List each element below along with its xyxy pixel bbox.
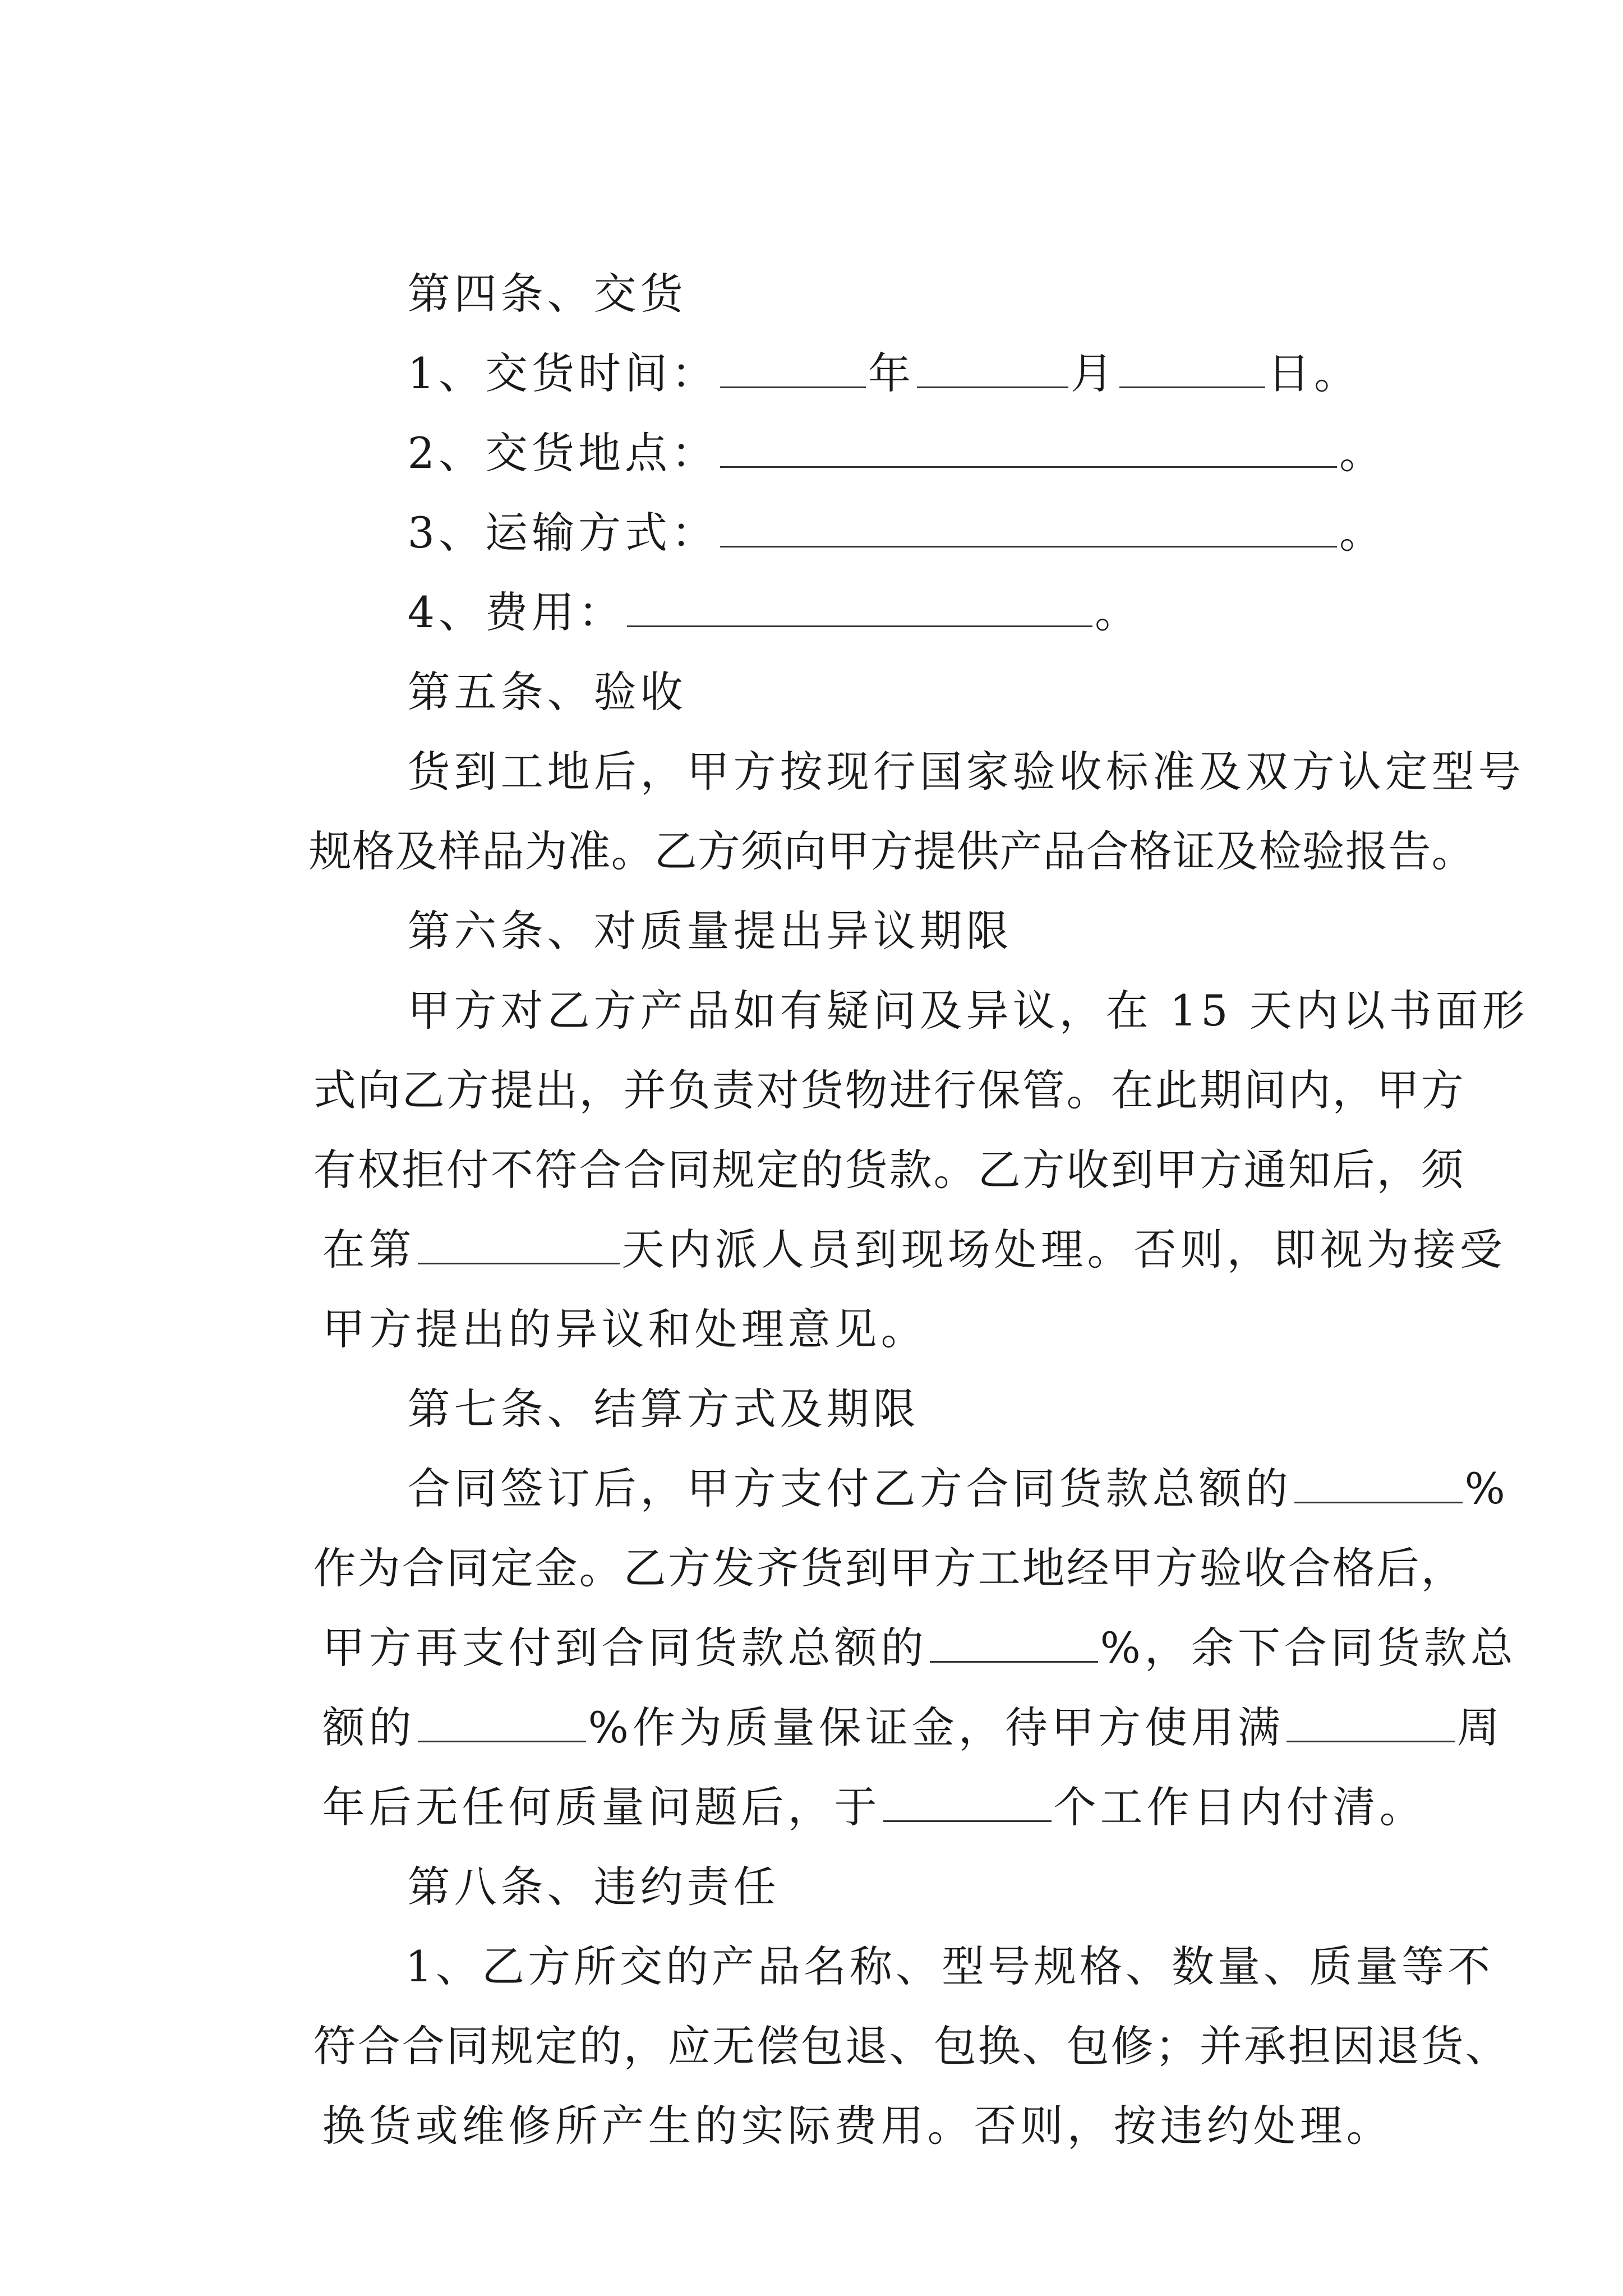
heading-text: 第八条、违约责任: [407, 1862, 780, 1912]
label: 4、费用：: [407, 587, 625, 637]
paragraph-text: 周: [1456, 1703, 1504, 1752]
label: 2、交货地点：: [407, 428, 718, 478]
paragraph-text: 甲方对乙方产品如有疑问及异议，在 15 天内以书面形: [407, 986, 1529, 1036]
paragraph-text: 额的: [322, 1703, 416, 1752]
paragraph-text: %，余下合同货款总: [1100, 1623, 1517, 1673]
day-label: 日。: [1267, 348, 1361, 398]
article-8-text-line-3: [252, 2042, 1393, 2210]
paragraph-text: 年后无任何质量问题后，于: [322, 1782, 881, 1832]
paragraph-text: 符合合同规定的，应无偿包退、包换、包修；并承担因退货、: [313, 2021, 1510, 2071]
paragraph-text: 有权拒付不符合合同规定的货款。乙方收到甲方通知后，须: [313, 1145, 1465, 1195]
paragraph-text: 甲方提出的异议和处理意见。: [322, 1304, 928, 1354]
heading-text: 第七条、结算方式及期限: [407, 1384, 920, 1434]
heading-text: 第六条、对质量提出异议期限: [407, 906, 1013, 956]
month-label: 月: [1071, 348, 1117, 398]
heading-text: 第五条、验收: [407, 667, 687, 717]
percent-sign: %: [1464, 1464, 1509, 1513]
period: 。: [1095, 587, 1141, 637]
paragraph-text: 作为合同定金。乙方发齐货到甲方工地经甲方验收合格后，: [313, 1543, 1465, 1593]
paragraph-text: 换货或维修所产生的实际费用。否则，按违约处理。: [322, 2101, 1393, 2151]
paragraph-text: 个工作日内付清。: [1053, 1782, 1426, 1832]
paragraph-text: 合同签订后，甲方支付乙方合同货款总额的: [407, 1464, 1292, 1513]
label: 1、交货时间：: [407, 348, 718, 398]
period: 。: [1339, 508, 1386, 558]
paragraph-text: 甲方再支付到合同货款总额的: [322, 1623, 928, 1673]
paragraph-text: 1、乙方所交的产品名称、型号规格、数量、质量等不: [405, 1941, 1493, 1991]
year-label: 年: [868, 348, 915, 398]
paragraph-text: 在第: [322, 1225, 416, 1274]
label: 3、运输方式：: [407, 508, 718, 558]
paragraph-text: %作为质量保证金，待甲方使用满: [588, 1703, 1284, 1752]
heading-text: 第四条、交货: [407, 269, 687, 319]
cost-blank: [627, 592, 1092, 627]
period: 。: [1339, 428, 1386, 478]
paragraph-text: 规格及样品为准。乙方须向甲方提供产品合格证及检验报告。: [308, 826, 1475, 876]
paragraph-text: 天内派人员到现场处理。否则，即视为接受: [621, 1225, 1506, 1274]
paragraph-text: 货到工地后，甲方按现行国家验收标准及双方认定型号: [407, 747, 1525, 797]
workdays-blank: [883, 1787, 1052, 1822]
paragraph-text: 式向乙方提出，并负责对货物进行保管。在此期间内，甲方: [313, 1065, 1465, 1115]
